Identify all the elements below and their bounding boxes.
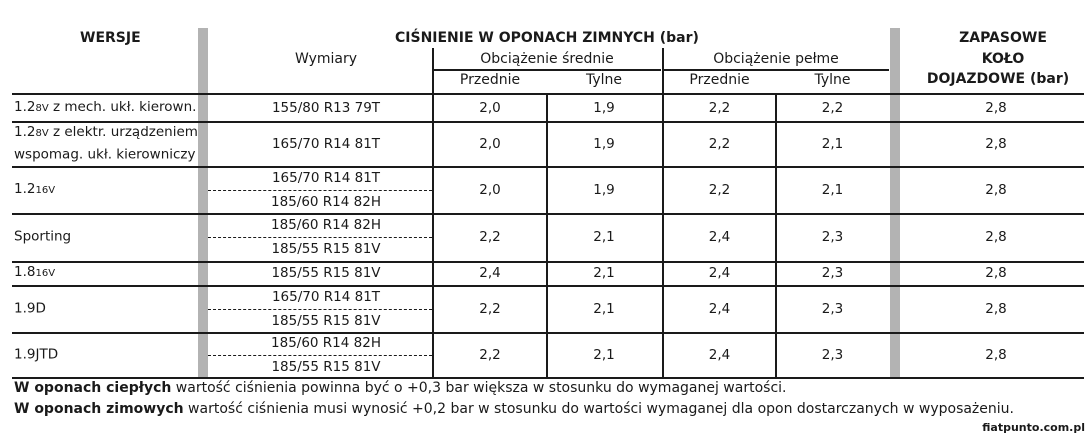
dimension: 185/60 R14 82H (271, 194, 381, 210)
version-label-line2: wspomag. ukł. kierowniczy (14, 146, 196, 163)
cell-pe-przednie: 2,4 (708, 229, 731, 245)
cell-sr-przednie: 2,0 (479, 100, 501, 116)
cell-pe-tylne: 2,2 (821, 100, 844, 116)
cell-pe-przednie: 2,4 (708, 265, 731, 281)
version-label: 1.216V (14, 181, 56, 197)
table-header-rule (12, 93, 1084, 95)
dimension: 185/60 R14 82H (271, 217, 381, 233)
version-label: 1.28V z elektr. urządzeniem (14, 124, 198, 140)
cell-pe-przednie: 2,2 (708, 136, 731, 152)
row-rule (12, 166, 1084, 168)
cell-sr-przednie: 2,2 (479, 301, 501, 317)
dimension: 155/80 R13 79T (271, 100, 381, 116)
row-rule (12, 261, 1084, 263)
cell-sr-tylne: 1,9 (593, 182, 615, 198)
dimension: 185/55 R15 81V (271, 313, 381, 329)
note-warm-tires: W oponach ciepłych wartość ciśnienia powinna być o +0,3 bar większa w stosunku do wymaganej wartości. (14, 380, 787, 396)
version-label: Sporting (14, 228, 72, 245)
header-obc-pelne: Obciążenie pełme (713, 51, 839, 67)
cell-pe-przednie: 2,2 (708, 182, 731, 198)
cell-sr-przednie: 2,2 (479, 347, 501, 363)
version-label: 1.9JTD (14, 346, 59, 363)
table-bottom-rule (12, 377, 1084, 379)
cell-spare: 2,8 (985, 136, 1007, 152)
header-divider (662, 48, 664, 94)
cell-pe-tylne: 2,1 (821, 136, 844, 152)
cell-sr-tylne: 2,1 (593, 265, 615, 281)
cell-sr-przednie: 2,2 (479, 229, 501, 245)
cell-pe-przednie: 2,2 (708, 100, 731, 116)
row-rule (12, 332, 1084, 334)
cell-pe-tylne: 2,3 (821, 301, 844, 317)
cell-spare: 2,8 (985, 229, 1007, 245)
cell-sr-przednie: 2,0 (479, 182, 501, 198)
header-wymiary: Wymiary (294, 51, 358, 67)
dimension: 185/60 R14 82H (271, 335, 381, 351)
dimension: 165/70 R14 81T (271, 170, 381, 186)
cell-sr-tylne: 2,1 (593, 347, 615, 363)
header-zapasowe-1: ZAPASOWE (959, 30, 1047, 46)
cell-sr-przednie: 2,4 (479, 265, 501, 281)
cell-pe-tylne: 2,1 (821, 182, 844, 198)
cell-spare: 2,8 (985, 347, 1007, 363)
header-sr-przednie: Przednie (459, 72, 521, 88)
cell-pe-tylne: 2,3 (821, 265, 844, 281)
header-pe-przednie: Przednie (689, 72, 750, 88)
header-pe-tylne: Tylne (814, 72, 851, 88)
header-divider (432, 48, 434, 94)
cell-spare: 2,8 (985, 265, 1007, 281)
tire-pressure-table (12, 0, 1084, 378)
cell-spare: 2,8 (985, 301, 1007, 317)
header-rule (663, 69, 889, 71)
source-credit: fiatpunto.com.pl (982, 421, 1085, 434)
row-rule (12, 285, 1084, 287)
cell-sr-przednie: 2,0 (479, 136, 501, 152)
divider-bar-right (890, 28, 900, 378)
header-zapasowe-3: DOJAZDOWE (bar) (926, 71, 1070, 87)
header-cisnienie: CIŚNIENIE W OPONACH ZIMNYCH (bar) (395, 30, 699, 46)
cell-sr-tylne: 2,1 (593, 301, 615, 317)
cell-spare: 2,8 (985, 100, 1007, 116)
cell-pe-tylne: 2,3 (821, 347, 844, 363)
header-obc-srednie: Obciążenie średnie (480, 51, 614, 67)
header-zapasowe-2: KOŁO (981, 51, 1025, 67)
divider-bar-left (198, 28, 208, 378)
cell-pe-przednie: 2,4 (708, 301, 731, 317)
dimension: 185/55 R15 81V (271, 359, 381, 375)
dimension: 165/70 R14 81T (271, 136, 381, 152)
note-winter-tires: W oponach zimowych wartość ciśnienia musi wynosić +0,2 bar w stosunku do wartości wymaganej dla opon dostarczanych w wyposażeniu. (14, 401, 1014, 417)
header-sr-tylne: Tylne (585, 72, 623, 88)
dimension: 185/55 R15 81V (271, 265, 381, 281)
header-rule (433, 69, 661, 71)
version-label: 1.9D (14, 300, 46, 317)
header-wersje: WERSJE (80, 30, 141, 46)
cell-sr-tylne: 1,9 (593, 100, 615, 116)
cell-sr-tylne: 2,1 (593, 229, 615, 245)
cell-pe-tylne: 2,3 (821, 229, 844, 245)
cell-pe-przednie: 2,4 (708, 347, 731, 363)
version-label: 1.28V z mech. ukł. kierown. (14, 99, 197, 115)
version-label: 1.816V (14, 264, 56, 280)
row-rule (12, 213, 1084, 215)
dimension: 165/70 R14 81T (271, 289, 381, 305)
cell-spare: 2,8 (985, 182, 1007, 198)
cell-sr-tylne: 1,9 (593, 136, 615, 152)
dimension: 185/55 R15 81V (271, 241, 381, 257)
